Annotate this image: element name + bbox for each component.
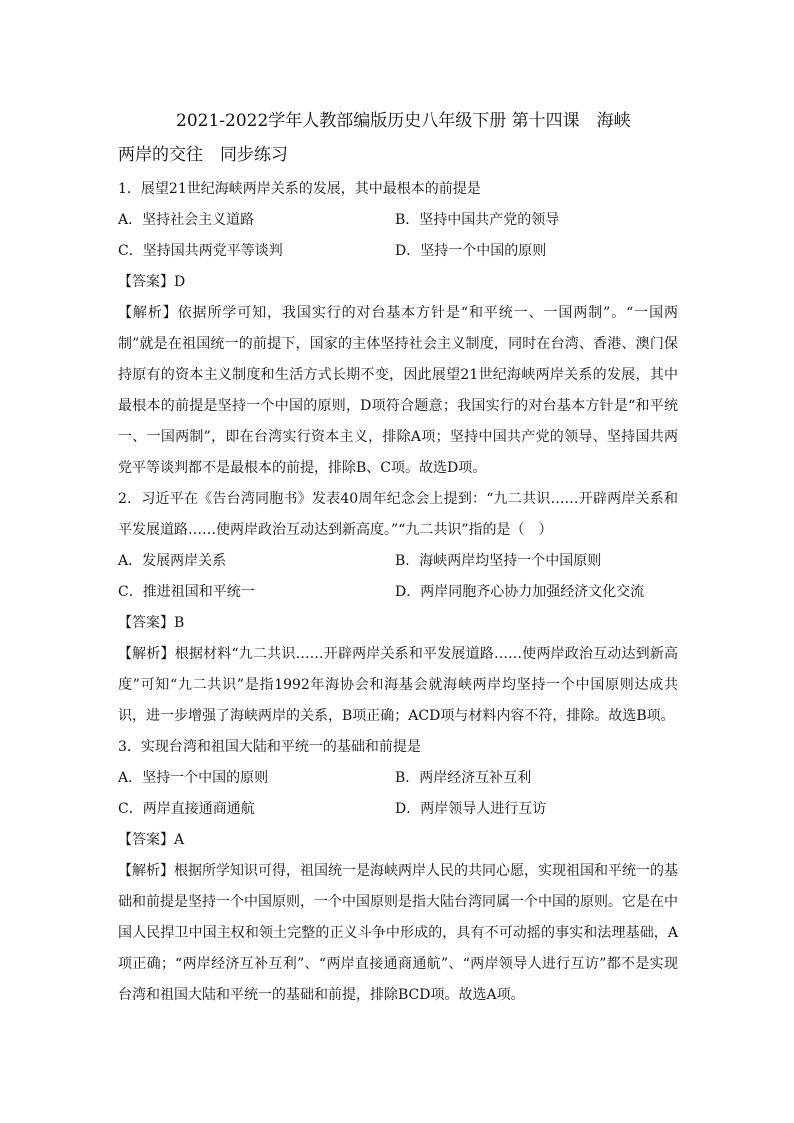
page-title [118, 104, 678, 172]
analysis-label: 【解析】 [118, 305, 178, 321]
question-stem: 1．展望21世纪海峡两岸关系的发展，其中最根本的前提是 [118, 181, 481, 197]
option-d: D．两岸领导人进行互访 [395, 801, 547, 817]
analysis-text [118, 856, 678, 1011]
analysis-body: 依据所学可知，我国实行的对台基本方针是“和平统一、一国两制”。“一国两制”就是在祖国统一的前提下，国家的主体坚持社会主义制度，同时在台湾、香港、澳门保持原有的资本主义制度和生活方式长期不变，因此展望21世纪海峡两岸关系的发展，其中最根本的前提是坚持一个中国的原则，D项符合题意；我国实行的对台基本方针是“和平统一、一国两制”，即在台湾实行资本主义，排除A项；坚持中国共产党的领导、坚持国共两党平等谈判都不是最根本的前提，排除B、C项。故选D项。 [118, 305, 678, 476]
analysis-label: 【解析】 [118, 863, 174, 879]
option-d: D．两岸同胞齐心协力加强经济文化交流 [395, 584, 645, 600]
option-b: B．两岸经济互补互利 [395, 770, 532, 786]
option-list [118, 763, 678, 825]
analysis-text [118, 639, 678, 732]
option-a: A．坚持社会主义道路 [118, 212, 255, 228]
title-line-2: 两岸的交往 同步练习 [118, 145, 288, 165]
question-stem: 3．实现台湾和祖国大陆和平统一的基础和前提是 [118, 739, 421, 755]
option-a: A．坚持一个中国的原则 [118, 770, 269, 786]
option-c: C．坚持国共两党平等谈判 [118, 243, 283, 259]
option-a: A．发展两岸关系 [118, 553, 227, 569]
option-b: B．坚持中国共产党的领导 [395, 212, 560, 228]
option-d: D．坚持一个中国的原则 [395, 243, 547, 259]
analysis-body: 根据所学知识可得，祖国统一是海峡两岸人民的共同心愿，实现祖国和平统一的基础和前提是坚持一个中国原则，一个中国原则是指大陆台湾同属一个中国的原则。它是在中国人民捍卫中国主权和领土完整的正义斗争中形成的，具有不可动摇的事实和法理基础，A项正确；“两岸经济互补互利”、“两岸直接通商通航”、“两岸领导人进行互访”都不是实现台湾和祖国大陆和平统一的基础和前提，排除BCD项。故选A项。 [118, 863, 678, 1003]
analysis-text [118, 298, 678, 484]
answer-line: 【答案】B [118, 615, 185, 631]
document-content [118, 104, 678, 1011]
question-block [118, 174, 678, 484]
answer-line: 【答案】D [118, 274, 186, 290]
option-list [118, 205, 678, 267]
option-c: C．两岸直接通商通航 [118, 801, 255, 817]
option-list [118, 546, 678, 608]
analysis-body: 根据材料“九二共识……开辟两岸关系和平发展道路……使两岸政治互动达到新高度”可知“九二共识”是指1992年海协会和海基会就海峡两岸均坚持一个中国原则达成共识，进一步增强了海峡两岸的关系，B项正确；ACD项与材料内容不符，排除。故选B项。 [118, 646, 679, 724]
analysis-label: 【解析】 [118, 646, 175, 662]
answer-line: 【答案】A [118, 832, 185, 848]
option-c: C．推进祖国和平统一 [118, 584, 255, 600]
question-block [118, 484, 678, 732]
question-stem: 2．习近平在《告台湾同胞书》发表40周年纪念会上提到：“九二共识……开辟两岸关系和平发展道路……使两岸政治互动达到新高度。”“九二共识”指的是（ ） [118, 491, 678, 538]
option-b: B．海峡两岸均坚持一个中国原则 [395, 553, 602, 569]
title-line-1: 2021-2022学年人教部编版历史八年级下册 第十四课 海峡 [176, 111, 631, 131]
question-block [118, 732, 678, 1011]
